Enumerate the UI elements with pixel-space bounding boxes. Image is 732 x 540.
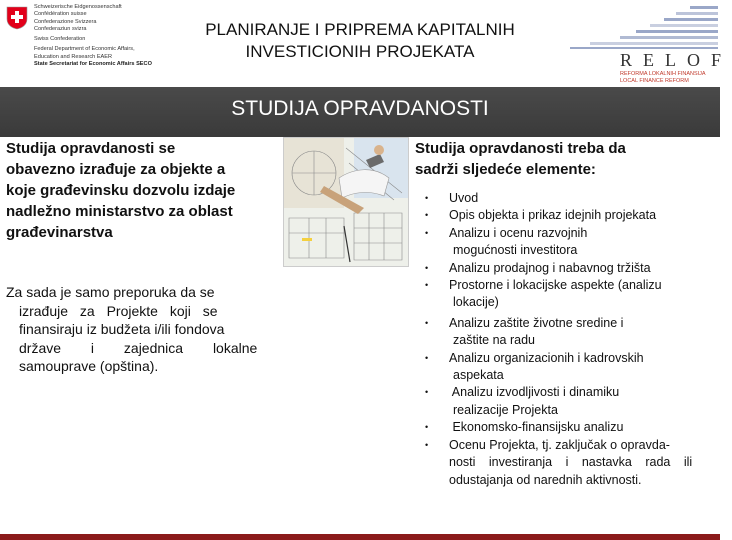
requirements-list xyxy=(425,190,710,489)
confed-line: Schweizerische Eidgenossenschaft xyxy=(34,4,122,10)
bottom-accent-line xyxy=(0,534,720,540)
relof-wordmark: RELOF xyxy=(620,50,732,70)
confed-line: Education and Research EAER xyxy=(34,53,113,60)
confed-line: State Secretariat for Economic Affairs SECO xyxy=(34,61,152,68)
architecture-illustration xyxy=(283,137,409,267)
item-text: Prostorne i lokacijske aspekte (analizu xyxy=(449,278,662,293)
list-item xyxy=(425,315,710,350)
bullet: • xyxy=(425,439,429,450)
section-title: STUDIJA OPRAVDANOSTI xyxy=(231,97,489,120)
item-text-cont: aspekata xyxy=(453,368,504,383)
heading-line: Studija opravdanosti treba da xyxy=(415,140,626,157)
item-text-cont: zaštite na radu xyxy=(453,333,535,348)
item-text-cont: odustajanja od narednih aktivnosti. xyxy=(449,472,642,487)
text-line: koje građevinsku dozvolu izdaje xyxy=(6,182,236,199)
text-line: obavezno izrađuje za objekte a xyxy=(6,161,226,178)
bullet: • xyxy=(425,227,429,238)
item-text: Ocenu Projekta, tj. zaključak o opravda- xyxy=(449,437,670,452)
item-text: Uvod xyxy=(449,191,479,205)
text-line: Za sada je samo preporuka da se xyxy=(6,284,215,300)
left-paragraph-bold xyxy=(6,138,280,243)
confed-line: Confederazione Svizzera xyxy=(34,18,97,25)
confed-line: Confederaziun svizra xyxy=(34,25,87,32)
swiss-coat-of-arms-icon xyxy=(6,6,28,30)
heading-line: sadrži sljedeće elemente: xyxy=(415,161,596,178)
list-heading xyxy=(415,138,715,180)
title-line: INVESTICIONIH PROJEKATA xyxy=(245,42,475,61)
item-text: Analizu zaštite životne sredine i xyxy=(449,315,624,330)
relof-subtitle: LOCAL FINANCE REFORM xyxy=(620,78,689,84)
text-line: finansiraju iz budžeta i/ili fondova xyxy=(19,321,225,337)
confederation-logo-text xyxy=(34,4,154,68)
page-title xyxy=(160,19,560,63)
relof-subtitle: REFORMA LOKALNIH FINANSIJA xyxy=(620,71,706,77)
bullet: • xyxy=(425,317,429,328)
confed-line: Federal Department of Economic Affairs, xyxy=(34,46,135,53)
left-paragraph xyxy=(6,283,270,376)
item-text-cont: realizacije Projekta xyxy=(453,402,558,417)
text-line: građevinarstva xyxy=(6,224,113,241)
list-item xyxy=(425,419,710,436)
list-item xyxy=(425,437,710,489)
title-line: PLANIRANJE I PRIPREMA KAPITALNIH xyxy=(205,20,515,39)
list-item xyxy=(425,260,710,277)
item-text: Analizu izvodljivosti i dinamiku xyxy=(449,385,620,400)
bullet: • xyxy=(425,422,429,433)
bullet: • xyxy=(425,262,429,273)
relof-logo xyxy=(620,50,732,85)
bullet: • xyxy=(425,193,429,203)
text-line: samouprave (opština). xyxy=(19,358,159,374)
item-text: Analizu organizacionih i kadrovskih xyxy=(449,350,644,365)
bullet: • xyxy=(425,210,429,221)
confed-line: Confédération suisse xyxy=(34,11,87,18)
bullet: • xyxy=(425,280,429,291)
item-text: Analizu prodajnog i nabavnog tržišta xyxy=(449,260,651,275)
item-text: Ekonomsko-finansijsku analizu xyxy=(449,420,624,435)
confed-line: Swiss Confederation xyxy=(34,36,86,43)
bullet: • xyxy=(425,387,429,398)
item-text: Opis objekta i prikaz idejnih projekata xyxy=(449,208,657,223)
item-text-cont: lokacije) xyxy=(453,295,499,310)
blueprint-image xyxy=(284,138,408,266)
list-item xyxy=(425,277,710,312)
text-line: države i zajednica lokalne xyxy=(19,339,258,356)
text-line-content: izrađuje za Projekte koji se xyxy=(19,302,218,319)
bullet: • xyxy=(425,352,429,363)
item-text-cont: mogućnosti investitora xyxy=(453,243,578,258)
list-item xyxy=(425,225,710,260)
item-text-cont: nosti investiranja i nastavka rada ili xyxy=(449,455,693,470)
list-item xyxy=(425,207,710,224)
text-line: nadležno ministarstvo za oblast xyxy=(6,203,233,220)
item-text: Analizu i ocenu razvojnih xyxy=(449,225,588,240)
list-item xyxy=(425,350,710,385)
text-line xyxy=(6,302,270,321)
list-item xyxy=(425,190,710,207)
text-line: Studija opravdanosti se xyxy=(6,140,176,157)
list-item xyxy=(425,384,710,419)
